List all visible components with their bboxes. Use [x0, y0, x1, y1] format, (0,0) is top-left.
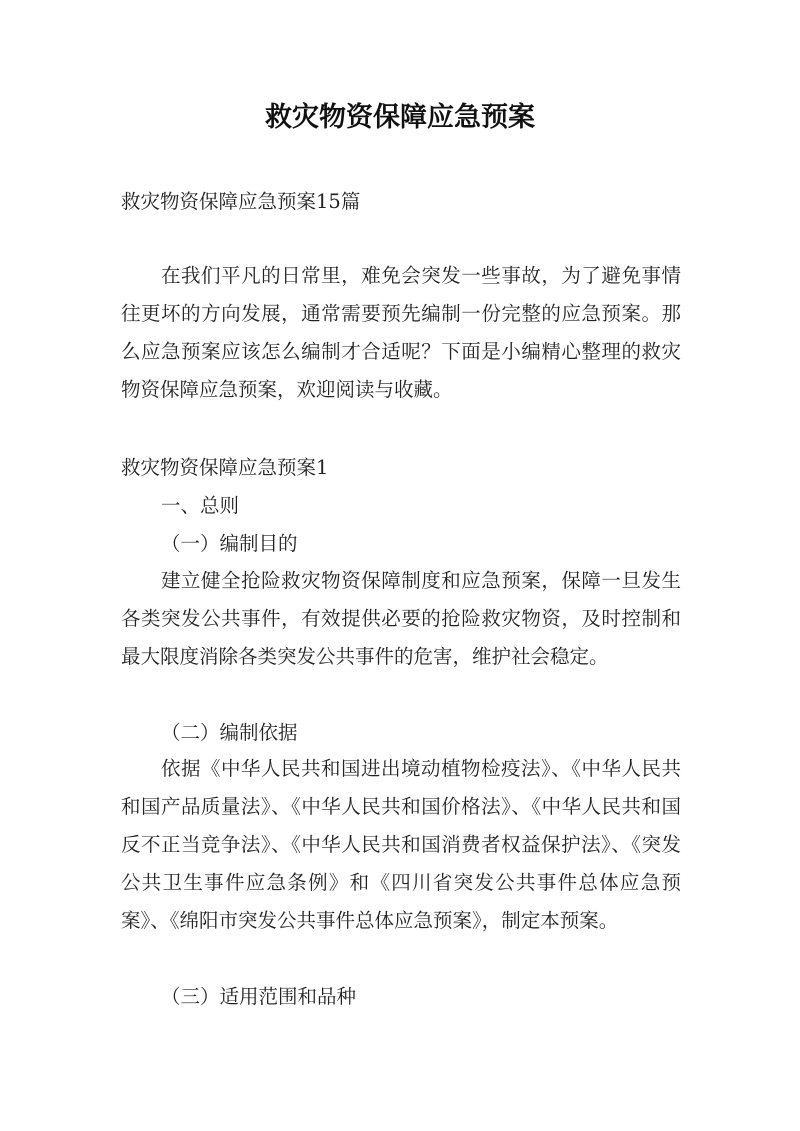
- subheading-basis: （二）编制依据: [161, 721, 298, 744]
- subheading-purpose: （一）编制目的: [161, 532, 298, 555]
- intro-paragraph: 在我们平凡的日常里，难免会突发一些事故，为了避免事情往更坏的方向发展，通常需要预先编制一份完整的应急预案。那么应急预案应该怎么编制才合适呢？下面是小编精心整理的救灾物资保障应急预案，欢迎阅读与收藏。: [121, 264, 681, 401]
- chapter-heading: 一、总则: [161, 494, 240, 517]
- section-heading: 救灾物资保障应急预案1: [121, 456, 329, 479]
- paragraph-purpose: 建立健全抢险救灾物资保障制度和应急预案，保障一旦发生各类突发公共事件，有效提供必要的抢险救灾物资，及时控制和最大限度消除各类突发公共事件的危害，维护社会稳定。: [121, 569, 681, 668]
- paragraph-basis: 依据《中华人民共和国进出境动植物检疫法》、《中华人民共和国产品质量法》、《中华人民共和国价格法》、《中华人民共和国反不正当竞争法》、《中华人民共和国消费者权益保护法》、《突发公共卫生事件应急条例》和《四川省突发公共事件总体应急预案》、《绵阳市突发公共事件总体应急预案》，制定本预案。: [121, 757, 681, 932]
- document-subtitle: 救灾物资保障应急预案15篇: [121, 190, 361, 213]
- subheading-scope: （三）适用范围和品种: [161, 985, 357, 1008]
- document-title: 救灾物资保障应急预案: [265, 102, 535, 133]
